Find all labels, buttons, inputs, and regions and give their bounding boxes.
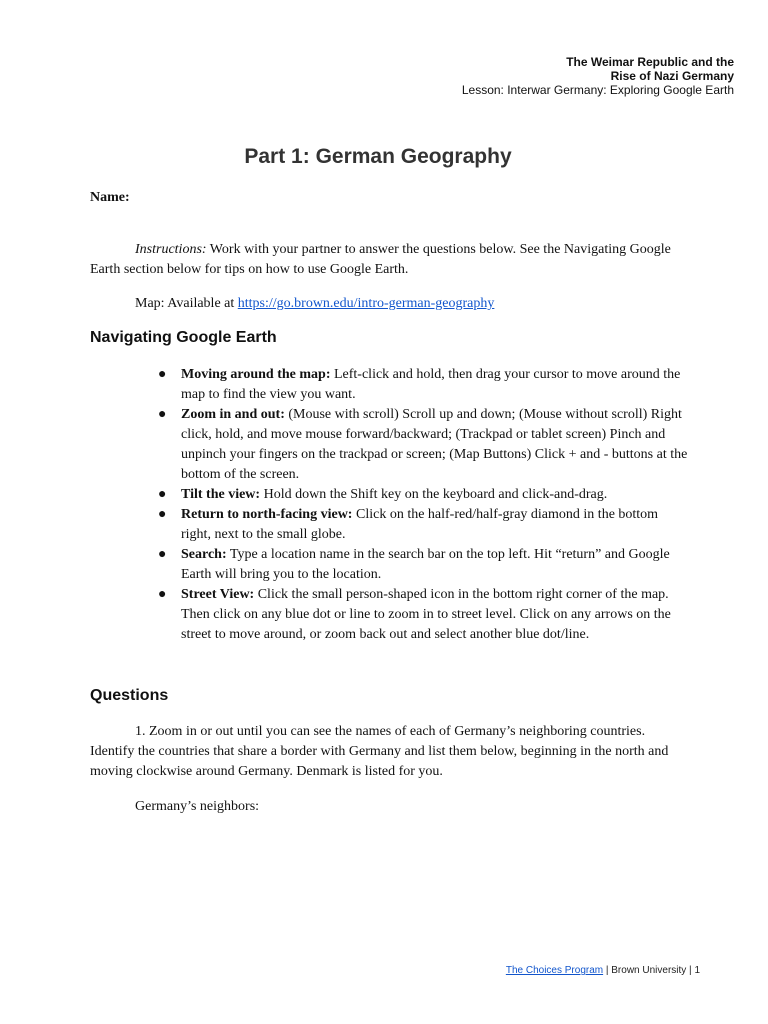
list-item <box>90 365 690 405</box>
neighbors-label: Germany’s neighbors: <box>135 799 260 814</box>
instructions-text: Work with your partner to answer the questions below. See the Navigating Google Earth section below for tips on how to use Google Earth. <box>90 242 671 277</box>
bullet-icon: ● <box>158 367 167 382</box>
tip-text: Type a location name in the search bar on the top left. Hit “return” and Google Earth will bring you to the location. <box>181 547 670 582</box>
bullet-icon: ● <box>158 407 167 422</box>
header-lesson: Lesson: Interwar Germany: Exploring Google Earth <box>461 83 734 97</box>
bullet-icon: ● <box>158 487 167 502</box>
bullet-icon: ● <box>158 507 167 522</box>
nav-heading: Navigating Google Earth <box>90 329 277 346</box>
map-line <box>135 294 494 314</box>
tip-title: Moving around the map: <box>181 367 331 382</box>
tip-text: (Mouse with scroll) Scroll up and down; (Mouse without scroll) Right click, hold, and move mouse forward/backward; (Trackpad or tablet screen) Pinch and unpinch your fingers on the trackpad or screen; (Map Buttons) Click + and - buttons at the bottom of the screen. <box>181 407 688 482</box>
name-label: Name: <box>90 190 130 205</box>
list-item <box>90 485 690 505</box>
list-item <box>90 405 690 485</box>
page-header <box>462 55 734 97</box>
tip-title: Return to north-facing view: <box>181 507 353 522</box>
list-item <box>90 505 690 545</box>
bullet-icon: ● <box>158 547 167 562</box>
tip-text: Hold down the Shift key on the keyboard and click-and-drag. <box>260 487 608 502</box>
tip-title: Tilt the view: <box>181 487 261 502</box>
question-1: 1. Zoom in or out until you can see the names of each of Germany’s neighboring countries. Identify the countries that share a border with Germany and list them below, beginning in the north and moving clockwise around Germany. Denmark is listed for you. <box>90 724 669 779</box>
map-label: Map: Available at <box>135 296 238 311</box>
tip-title: Street View: <box>181 587 255 602</box>
page-footer <box>506 965 700 976</box>
list-item <box>90 585 690 645</box>
list-item <box>90 545 690 585</box>
questions-heading: Questions <box>90 687 169 704</box>
bullet-icon: ● <box>158 587 167 602</box>
instructions-label: Instructions: <box>135 242 207 257</box>
tip-title: Zoom in and out: <box>181 407 285 422</box>
tip-text: Left-click and hold, then drag your cursor to move around the map to find the view you want. <box>181 367 681 402</box>
tip-text: Click the small person-shaped icon in the bottom right corner of the map. Then click on any blue dot or line to zoom in to street level. Click on any arrows on the street to move around, or zoom back out and select another blue dot/line. <box>181 587 671 642</box>
header-title-line1: The Weimar Republic and the <box>566 55 734 69</box>
footer-link[interactable]: The Choices Program <box>505 965 604 976</box>
map-link[interactable]: https://go.brown.edu/intro-german-geography <box>237 296 495 311</box>
tip-title: Search: <box>181 547 227 562</box>
footer-text: | Brown University | 1 <box>603 965 700 976</box>
page-title: Part 1: German Geography <box>244 145 512 168</box>
instructions-paragraph <box>90 240 680 280</box>
nav-tips-list <box>90 365 690 645</box>
header-title-line2: Rise of Nazi Germany <box>610 69 734 83</box>
tip-text: Click on the half-red/half-gray diamond in the bottom right, next to the small globe. <box>181 507 659 542</box>
